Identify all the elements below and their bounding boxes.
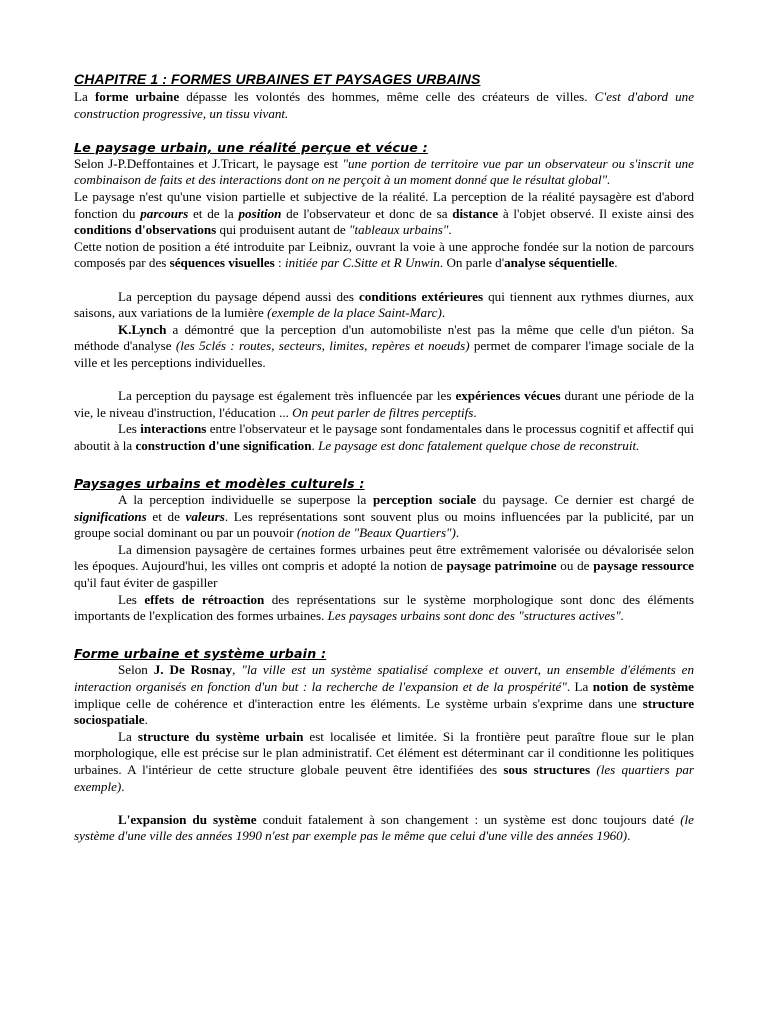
bold-term: expériences vécues — [455, 388, 561, 404]
text: des représentations sur le système morphologique sont donc des éléments importants de l'explication des formes urbaines. — [74, 591, 694, 624]
text: . — [121, 778, 125, 794]
paragraph-s2-p1 — [74, 492, 694, 542]
bold-term: interactions — [140, 421, 207, 437]
bold-term: J. De Rosnay — [153, 662, 233, 678]
bold-term: perception sociale — [372, 492, 477, 508]
italic-quote: "une portion de territoire vue par un observateur ou s'inscrit une combinaison de faits et des interactions dont on ne perçoit à un moment donné que le résultat global". — [74, 155, 694, 188]
paragraph-s2-p3 — [74, 592, 694, 625]
italic-text: C'est d'abord une construction progressive, un tissu vivant. — [74, 89, 695, 121]
text: entre l'observateur et le paysage sont fondamentales dans le processus cognitif et affectif qui aboutit à la — [74, 421, 694, 453]
chapter-title: CHAPITRE 1 : FORMES URBAINES ET PAYSAGES URBAINS — [74, 71, 481, 87]
bold-term: conditions d'observations — [74, 222, 217, 238]
paragraph-s1-p1 — [74, 156, 694, 189]
bold-term: structure du système urbain — [137, 728, 304, 744]
spacer — [74, 625, 694, 642]
text: Selon J-P.Deffontaines et J.Tricart, le paysage est — [74, 155, 343, 171]
text: a démontré que la perception d'un automobiliste n'est pas la même que celle d'un piéton. Sa méthode d'analyse — [74, 321, 694, 354]
text: Selon — [118, 662, 154, 678]
bold-term: analyse séquentielle — [504, 255, 615, 271]
intro-paragraph — [74, 89, 694, 122]
text: est localisée et limitée. Si la frontière peut paraître floue sur le plan morphologique, elle est précise sur le plan administratif. Cet élément est déterminant car il conditionne les politiques urbaines. A l'intérieur de cette structure globale peuvent être identifiées des — [74, 728, 694, 777]
document-page — [74, 66, 694, 845]
paragraph-s3-p3 — [74, 812, 694, 845]
text: . — [627, 828, 631, 844]
bold-term: séquences visuelles — [169, 255, 275, 271]
italic-text: (exemple de la place Saint-Marc) — [267, 305, 442, 321]
text: Le paysage n'est qu'une vision partielle et subjective de la réalité. La perception de la réalité paysagère est d'abord fonction du — [74, 188, 694, 221]
spacer — [74, 372, 694, 389]
text: : — [274, 255, 285, 271]
paragraph-s1-p3 — [74, 239, 694, 272]
text: . — [455, 525, 460, 541]
italic-text: (le système d'une ville des années 1990 n'est par exemple pas le même que celui d'une ville des années 1960) — [74, 811, 694, 844]
text: . La — [566, 679, 593, 694]
text: A la perception individuelle se superpose la — [118, 492, 373, 508]
section-heading-paysage: Le paysage urbain, une réalité perçue et vécue : — [74, 139, 428, 155]
bold-term: forme urbaine — [94, 89, 180, 104]
text: La — [118, 728, 138, 744]
bold-term: L'expansion du système — [118, 811, 257, 827]
text: ou de — [556, 558, 594, 574]
text: et de la — [188, 205, 239, 221]
spacer — [74, 122, 694, 139]
bold-term: distance — [452, 205, 499, 221]
bold-italic-term: position — [238, 205, 282, 221]
text: . — [441, 305, 446, 321]
italic-text: (les 5clés : routes, secteurs, limites, repères et noeuds) — [175, 338, 470, 354]
paragraph-s2-p2 — [74, 542, 694, 592]
paragraph-s1-p5 — [74, 322, 694, 372]
text: . — [614, 255, 618, 271]
text: durant une période de la vie, le niveau d'instruction, l'éducation ... — [74, 388, 695, 420]
bold-term: notion de système — [592, 679, 694, 694]
section-heading-systeme: Forme urbaine et système urbain : — [74, 646, 327, 662]
text: et de — [146, 508, 186, 524]
text: . — [448, 222, 452, 238]
text: . — [473, 404, 477, 420]
paragraph-s3-p1 — [74, 662, 694, 728]
paragraph-s1-p7 — [74, 421, 694, 454]
section-heading-modeles: Paysages urbains et modèles culturels : — [74, 476, 365, 492]
bold-term: construction d'une signification — [135, 437, 312, 453]
text: Les — [118, 591, 145, 607]
italic-text: "tableaux urbains" — [348, 222, 449, 238]
paragraph-s1-p6 — [74, 388, 694, 421]
italic-text: On peut parler de filtres perceptifs — [292, 404, 474, 420]
bold-term: sous structures — [503, 761, 591, 777]
spacer — [74, 272, 694, 289]
italic-text: Les paysages urbains sont donc des "structures actives". — [327, 608, 624, 624]
text: qu'il faut éviter de gaspiller — [74, 575, 218, 591]
italic-text: Le paysage est donc fatalement quelque chose de reconstruit. — [318, 437, 640, 453]
spacer — [74, 795, 694, 812]
paragraph-s1-p4 — [74, 289, 694, 322]
text: de l'observateur et donc de sa — [281, 205, 453, 221]
text: à l'objet observé. Il existe ainsi des — [498, 205, 694, 221]
bold-term: conditions extérieures — [359, 288, 484, 304]
text: qui produisent autant de — [216, 222, 349, 238]
text: La perception du paysage est également très influencée par les — [118, 388, 456, 404]
text: qui tiennent aux rythmes diurnes, aux saisons, aux variations de la lumière — [74, 288, 694, 321]
text: dépasse les volontés des hommes, même celle des créateurs de villes. — [179, 89, 595, 104]
text: . On parle d' — [439, 255, 505, 271]
bold-italic-term: parcours — [140, 205, 189, 221]
text: Les — [118, 421, 141, 437]
bold-term: effets de rétroaction — [144, 591, 265, 607]
bold-term: K.Lynch — [118, 321, 167, 337]
paragraph-s3-p2 — [74, 729, 694, 795]
text: Cette notion de position a été introduite par Leibniz, ouvrant la voie à une approche fondée sur la notion de parcours composés par des — [74, 238, 694, 271]
text: . Les représentations sont souvent plus ou moins influencées par la publicité, par un groupe social dominant ou par un pouvoir — [74, 508, 694, 541]
paragraph-s1-p2 — [74, 189, 694, 239]
text: . — [311, 437, 319, 453]
text: du paysage. Ce dernier est chargé de — [476, 492, 695, 508]
text: La — [74, 89, 95, 104]
text: La perception du paysage dépend aussi des — [118, 288, 359, 304]
bold-term: structure sociospatiale — [74, 695, 694, 728]
bold-italic-term: significations — [74, 508, 147, 524]
text: implique celle de cohérence et d'interaction entre les éléments. Le système urbain s'exprime dans une — [74, 695, 643, 711]
bold-term: paysage ressource — [593, 558, 694, 574]
text: conduit fatalement à son changement : un système est donc toujours daté — [256, 811, 681, 827]
italic-quote: "la ville est un système spatialisé complexe et ouvert, un ensemble d'éléments en interaction organisés en fonction d'un but : la recherche de l'expansion et de la prospérité" — [74, 662, 694, 694]
italic-text: (notion de "Beaux Quartiers") — [296, 525, 456, 541]
text: permet de comparer l'image sociale de la ville et les perceptions individuelles. — [74, 338, 695, 370]
bold-term: paysage patrimoine — [446, 558, 557, 574]
text: , — [232, 662, 242, 678]
text: . — [144, 712, 148, 728]
italic-text: initiée par C.Sitte et R Unwin — [284, 255, 440, 271]
text: La dimension paysagère de certaines formes urbaines peut être extrêmement valorisée ou dévalorisée selon les époques. Aujourd'hui, les villes ont compris et adopté la notion de — [74, 541, 694, 574]
bold-italic-term: valeurs — [185, 508, 225, 524]
spacer — [74, 454, 694, 471]
italic-text: (les quartiers par exemple) — [74, 761, 695, 794]
